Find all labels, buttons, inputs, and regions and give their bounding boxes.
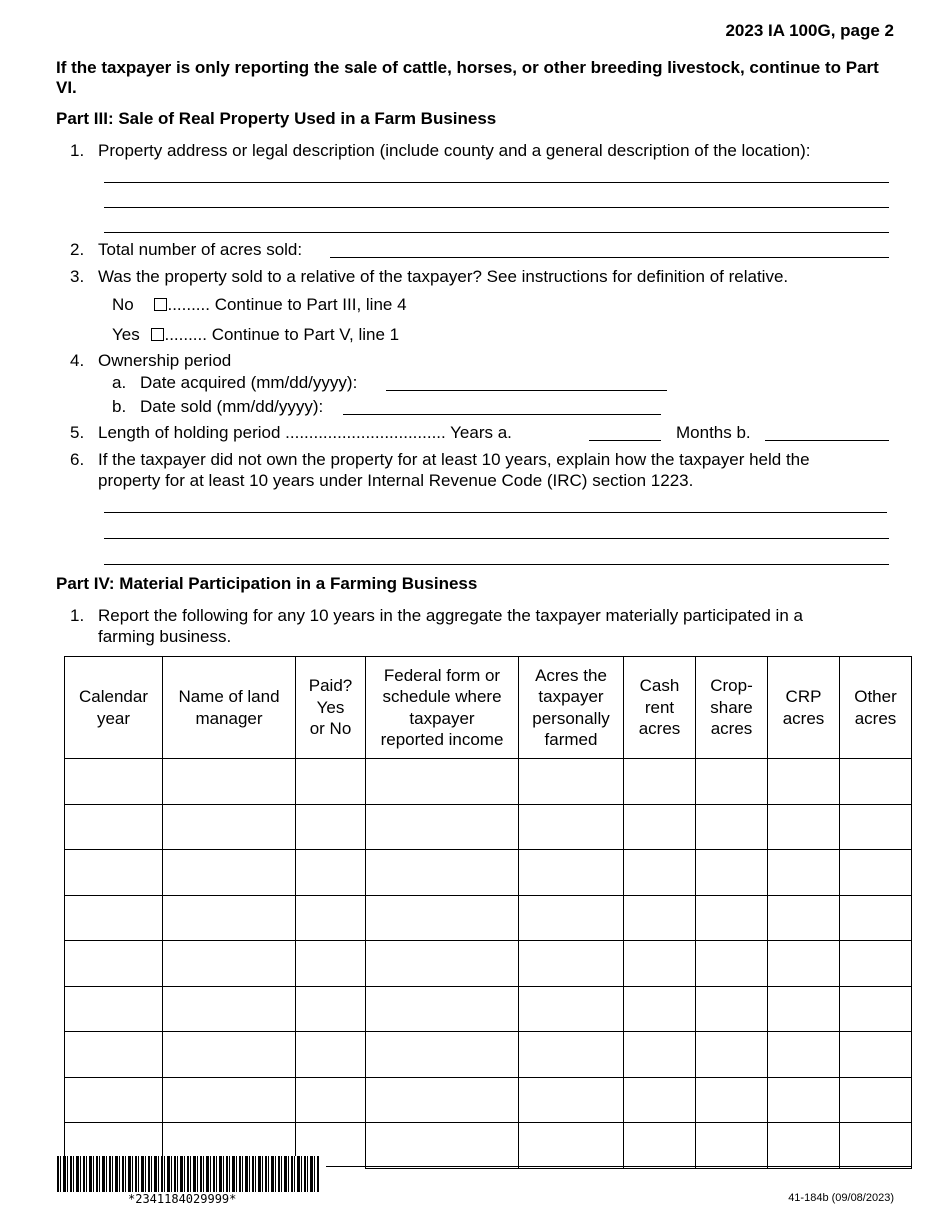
- table-cell[interactable]: [840, 850, 912, 896]
- column-header-line: Other: [854, 687, 897, 706]
- table-header-row: [65, 657, 912, 759]
- column-header-line: taxpayer: [409, 708, 475, 728]
- part3-title: Part III: Sale of Real Property Used in a Farm Business: [56, 109, 497, 128]
- table-cell[interactable]: [696, 941, 768, 987]
- table-cell[interactable]: [519, 1123, 624, 1169]
- table-cell[interactable]: [296, 1032, 366, 1078]
- line6-answer-line-2[interactable]: [104, 538, 889, 539]
- table-cell[interactable]: [65, 759, 163, 805]
- yes-continue-text: ......... Continue to Part V, line 1: [164, 325, 400, 344]
- column-header-line: Name of land: [178, 687, 280, 706]
- column-header-line: Federal form or: [383, 665, 501, 685]
- column-header-line: rent: [644, 697, 675, 717]
- part4-line1-text-2: farming business.: [98, 627, 232, 646]
- column-header: [163, 657, 296, 759]
- column-header-line: Cash: [639, 676, 680, 696]
- table-cell[interactable]: [296, 986, 366, 1032]
- column-header-line: Yes: [316, 697, 345, 717]
- column-header-line: acres: [854, 708, 897, 728]
- line4-number: 4.: [70, 351, 85, 370]
- table-row: [65, 850, 912, 896]
- column-header: [696, 657, 768, 759]
- line4a-letter: a.: [112, 373, 127, 392]
- column-header-line: CRP: [785, 687, 822, 706]
- table-cell[interactable]: [163, 941, 296, 987]
- line1-answer-line-3[interactable]: [104, 232, 889, 233]
- table-cell[interactable]: [163, 850, 296, 896]
- table-row: [65, 986, 912, 1032]
- table-cell[interactable]: [768, 1077, 840, 1123]
- column-header-line: personally: [532, 708, 610, 728]
- no-option: [112, 295, 407, 315]
- table-cell[interactable]: [519, 759, 624, 805]
- table-cell[interactable]: [696, 1032, 768, 1078]
- table-cell[interactable]: [768, 986, 840, 1032]
- months-label: Months b.: [676, 423, 751, 442]
- line4a-text: Date acquired (mm/dd/yyyy):: [140, 373, 358, 392]
- line1-text: Property address or legal description (include county and a general description of the location):: [98, 141, 811, 160]
- table-cell[interactable]: [366, 941, 519, 987]
- table-cell[interactable]: [296, 759, 366, 805]
- column-header: [519, 657, 624, 759]
- column-header-line: share: [710, 697, 753, 717]
- table-cell[interactable]: [366, 1123, 519, 1169]
- table-cell[interactable]: [519, 1032, 624, 1078]
- column-header: [65, 657, 163, 759]
- table-cell[interactable]: [65, 1077, 163, 1123]
- table-cell[interactable]: [296, 804, 366, 850]
- line1-number: 1.: [70, 141, 85, 160]
- footer-rule: [326, 1166, 912, 1167]
- part4-line1-text-1: Report the following for any 10 years in the aggregate the taxpayer materially participated in a: [98, 606, 803, 625]
- table-cell[interactable]: [519, 804, 624, 850]
- date-sold-field[interactable]: [343, 414, 661, 415]
- table-cell[interactable]: [296, 895, 366, 941]
- table-cell[interactable]: [163, 759, 296, 805]
- table-cell[interactable]: [696, 850, 768, 896]
- table-cell[interactable]: [366, 850, 519, 896]
- column-header: [768, 657, 840, 759]
- table-cell[interactable]: [768, 804, 840, 850]
- table-cell[interactable]: [768, 895, 840, 941]
- form-id: 41-184b (09/08/2023): [788, 1192, 894, 1204]
- column-header-line: Paid?: [308, 676, 353, 696]
- column-header: [624, 657, 696, 759]
- table-cell[interactable]: [366, 1077, 519, 1123]
- table-cell[interactable]: [366, 759, 519, 805]
- line4b-letter: b.: [112, 397, 127, 416]
- table-cell[interactable]: [296, 1077, 366, 1123]
- table-cell[interactable]: [840, 804, 912, 850]
- column-header: [296, 657, 366, 759]
- table-cell[interactable]: [366, 1032, 519, 1078]
- table-cell[interactable]: [519, 895, 624, 941]
- table-cell[interactable]: [519, 1077, 624, 1123]
- table-cell[interactable]: [696, 1123, 768, 1169]
- date-acquired-field[interactable]: [386, 390, 667, 391]
- table-cell[interactable]: [768, 941, 840, 987]
- table-cell[interactable]: [519, 986, 624, 1032]
- line6-text-1: If the taxpayer did not own the property for at least 10 years, explain how the taxpayer held the: [98, 450, 810, 469]
- intro-instruction: If the taxpayer is only reporting the sale of cattle, horses, or other breeding livestock, continue to Part VI.: [56, 58, 879, 97]
- column-header-line: schedule where: [382, 687, 502, 706]
- table-row: [65, 804, 912, 850]
- column-header: [366, 657, 519, 759]
- table-cell[interactable]: [624, 759, 696, 805]
- barcode: [57, 1156, 319, 1192]
- line6-text-2: property for at least 10 years under Internal Revenue Code (IRC) section 1223.: [98, 471, 694, 490]
- page-label: 2023 IA 100G, page 2: [725, 21, 894, 40]
- line6-answer-line-3[interactable]: [104, 564, 889, 565]
- column-header: [840, 657, 912, 759]
- table-cell[interactable]: [696, 1077, 768, 1123]
- table-cell[interactable]: [624, 895, 696, 941]
- yes-label: Yes: [112, 325, 140, 344]
- column-header-line: acres: [638, 719, 681, 739]
- column-header-line: reported income: [380, 730, 504, 749]
- table-cell[interactable]: [163, 1077, 296, 1123]
- table-cell[interactable]: [65, 941, 163, 987]
- table-cell[interactable]: [163, 986, 296, 1032]
- table-cell[interactable]: [65, 1032, 163, 1078]
- line1-answer-line-1[interactable]: [104, 182, 889, 183]
- table-cell[interactable]: [519, 850, 624, 896]
- line6-number: 6.: [70, 450, 85, 469]
- column-header-line: farmed: [544, 730, 598, 749]
- column-header-line: Acres the: [535, 665, 607, 685]
- line4-text: Ownership period: [98, 351, 232, 370]
- table-cell[interactable]: [296, 941, 366, 987]
- column-header-line: Calendar: [79, 687, 148, 706]
- table-cell[interactable]: [65, 850, 163, 896]
- table-cell[interactable]: [840, 1077, 912, 1123]
- table-cell[interactable]: [624, 850, 696, 896]
- table-row: [65, 1032, 912, 1078]
- table-cell[interactable]: [768, 1032, 840, 1078]
- column-header-line: acres: [782, 708, 825, 728]
- table-cell[interactable]: [65, 804, 163, 850]
- line6-answer-line-1[interactable]: [104, 512, 887, 513]
- table-cell[interactable]: [624, 1077, 696, 1123]
- table-cell[interactable]: [366, 986, 519, 1032]
- line5-text: Length of holding period .................................. Years a.: [98, 423, 512, 442]
- line2-text: Total number of acres sold:: [98, 240, 303, 259]
- years-field[interactable]: [589, 440, 661, 441]
- table-cell[interactable]: [840, 1032, 912, 1078]
- part4-line1-number: 1.: [70, 606, 85, 625]
- table-cell[interactable]: [65, 986, 163, 1032]
- yes-checkbox[interactable]: [151, 328, 164, 341]
- table-cell[interactable]: [624, 1123, 696, 1169]
- table-cell[interactable]: [840, 895, 912, 941]
- table-cell[interactable]: [296, 850, 366, 896]
- yes-option: [112, 325, 399, 345]
- table-cell[interactable]: [65, 895, 163, 941]
- table-row: [65, 759, 912, 805]
- table-cell[interactable]: [840, 759, 912, 805]
- line4b-text: Date sold (mm/dd/yyyy):: [140, 397, 324, 416]
- months-field[interactable]: [765, 440, 889, 441]
- barcode-number: *2341184029999*: [128, 1192, 237, 1206]
- column-header-line: taxpayer: [538, 687, 604, 706]
- table-cell[interactable]: [696, 986, 768, 1032]
- acres-sold-field[interactable]: [330, 257, 889, 258]
- table-row: [65, 941, 912, 987]
- table-cell[interactable]: [624, 986, 696, 1032]
- table-cell[interactable]: [624, 804, 696, 850]
- no-label: No: [112, 295, 134, 314]
- table-cell[interactable]: [696, 759, 768, 805]
- no-continue-text: ......... Continue to Part III, line 4: [167, 295, 407, 314]
- table-cell[interactable]: [840, 1123, 912, 1169]
- table-cell[interactable]: [768, 759, 840, 805]
- table-cell[interactable]: [696, 895, 768, 941]
- participation-table: [64, 656, 912, 1169]
- table-cell[interactable]: [366, 895, 519, 941]
- table-cell[interactable]: [366, 804, 519, 850]
- column-header-line: or No: [309, 719, 352, 739]
- no-checkbox[interactable]: [154, 298, 167, 311]
- part4-title: Part IV: Material Participation in a Farming Business: [56, 574, 478, 593]
- table-cell[interactable]: [840, 986, 912, 1032]
- column-header-line: Crop-: [710, 676, 753, 696]
- table-row: [65, 895, 912, 941]
- line3-text: Was the property sold to a relative of the taxpayer? See instructions for definition of relative.: [98, 267, 789, 286]
- line3-number: 3.: [70, 267, 85, 286]
- table-row: [65, 1077, 912, 1123]
- table-cell[interactable]: [624, 1032, 696, 1078]
- column-header-line: year: [96, 708, 131, 728]
- table-cell[interactable]: [768, 850, 840, 896]
- table-cell[interactable]: [768, 1123, 840, 1169]
- table-cell[interactable]: [696, 804, 768, 850]
- line5-number: 5.: [70, 423, 85, 442]
- table-cell[interactable]: [624, 941, 696, 987]
- table-cell[interactable]: [163, 1032, 296, 1078]
- line1-answer-line-2[interactable]: [104, 207, 889, 208]
- table-cell[interactable]: [519, 941, 624, 987]
- line2-number: 2.: [70, 240, 85, 259]
- column-header-line: manager: [195, 708, 263, 728]
- column-header-line: acres: [710, 719, 753, 739]
- table-cell[interactable]: [163, 804, 296, 850]
- table-cell[interactable]: [840, 941, 912, 987]
- table-cell[interactable]: [163, 895, 296, 941]
